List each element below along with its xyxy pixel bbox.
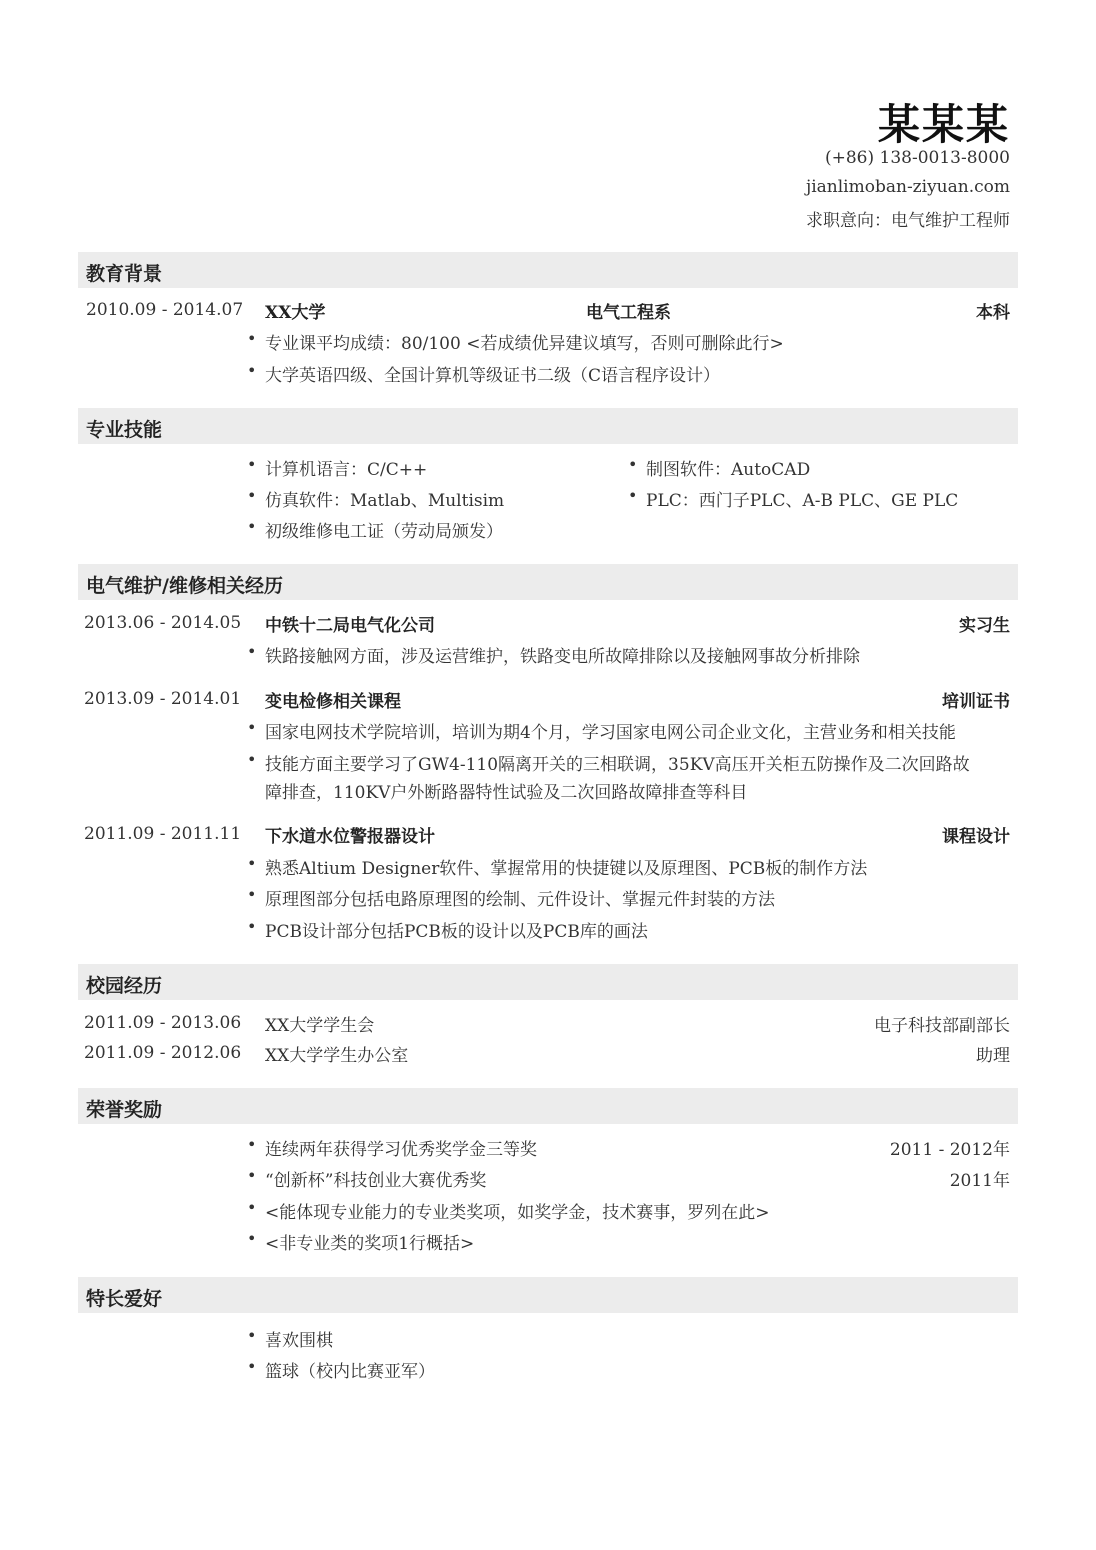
section-experience <box>78 564 1018 600</box>
experience-role: 实习生 <box>959 616 1010 636</box>
experience-org: 下水道水位警报器设计 <box>265 827 435 847</box>
section-title: 电气维护/维修相关经历 <box>86 575 283 597</box>
experience-period: 2013.09 - 2014.01 <box>84 689 242 709</box>
section-title: 校园经历 <box>86 975 163 997</box>
list-item: • 制图软件：AutoCAD <box>628 455 810 480</box>
website[interactable]: jianlimoban-ziyuan.com <box>805 177 1010 197</box>
list-item: • 连续两年获得学习优秀奖学金三等奖 <box>247 1135 537 1160</box>
education-school: XX大学 <box>265 303 326 323</box>
list-item: • PCB设计部分包括PCB板的设计以及PCB库的画法 <box>247 917 648 942</box>
award-date: 2011 - 2012年 <box>889 1140 1010 1160</box>
list-item: • 熟悉Altium Designer软件、掌握常用的快捷键以及原理图、PCB板的制作方法 <box>247 854 867 879</box>
list-item: • 专业课平均成绩：80/100 <若成绩优异建议填写，否则可删除此行> <box>247 329 784 354</box>
list-item: • 原理图部分包括电路原理图的绘制、元件设计、掌握元件封装的方法 <box>247 885 775 910</box>
list-item: • PLC：西门子PLC、A-B PLC、GE PLC <box>628 486 958 511</box>
section-title: 特长爱好 <box>86 1288 163 1310</box>
list-item-continuation: 障排查，110KV户外断路器特性试验及二次回路故障排查等科目 <box>265 783 748 803</box>
list-item: • 大学英语四级、全国计算机等级证书二级（C语言程序设计） <box>247 361 720 386</box>
experience-org: 变电检修相关课程 <box>265 692 401 712</box>
list-item: • <能体现专业能力的专业类奖项，如奖学金，技术赛事，罗列在此> <box>247 1198 770 1223</box>
section-title: 专业技能 <box>86 419 163 441</box>
section-hobbies <box>78 1277 1018 1313</box>
campus-org: XX大学学生办公室 <box>265 1046 409 1066</box>
experience-org: 中铁十二局电气化公司 <box>265 616 435 636</box>
experience-period: 2013.06 - 2014.05 <box>84 613 242 633</box>
education-degree: 本科 <box>976 303 1010 323</box>
section-title: 荣誉奖励 <box>86 1099 163 1121</box>
job-objective: 求职意向：电气维护工程师 <box>806 211 1010 231</box>
experience-period: 2011.09 - 2011.11 <box>84 824 242 844</box>
education-period: 2010.09 - 2014.07 <box>86 300 244 320</box>
list-item: • 国家电网技术学院培训，培训为期4个月，学习国家电网公司企业文化，主营业务和相关技能 <box>247 718 956 743</box>
section-education <box>78 252 1018 288</box>
list-item: • 铁路接触网方面，涉及运营维护，铁路变电所故障排除以及接触网事故分析排除 <box>247 642 860 667</box>
list-item: • 喜欢围棋 <box>247 1326 333 1351</box>
list-item: • 初级维修电工证（劳动局颁发） <box>247 517 503 542</box>
resume-name: 某某某 <box>877 100 1010 149</box>
phone-number: (+86) 138-0013-8000 <box>824 148 1010 168</box>
section-awards <box>78 1088 1018 1124</box>
campus-period: 2011.09 - 2013.06 <box>84 1013 242 1033</box>
list-item: • 计算机语言：C/C++ <box>247 455 427 480</box>
education-major: 电气工程系 <box>586 303 671 323</box>
list-item: • “创新杯”科技创业大赛优秀奖 <box>247 1166 486 1191</box>
experience-role: 课程设计 <box>942 827 1010 847</box>
list-item: • <非专业类的奖项1行概括> <box>247 1229 474 1254</box>
experience-role: 培训证书 <box>942 692 1010 712</box>
campus-role: 助理 <box>976 1046 1010 1066</box>
award-date: 2011年 <box>949 1171 1010 1191</box>
campus-org: XX大学学生会 <box>265 1016 375 1036</box>
list-item: • 仿真软件：Matlab、Multisim <box>247 486 504 511</box>
campus-role: 电子科技部副部长 <box>874 1016 1010 1036</box>
campus-period: 2011.09 - 2012.06 <box>84 1043 242 1063</box>
section-title: 教育背景 <box>86 263 163 285</box>
section-skills <box>78 408 1018 444</box>
list-item: • 技能方面主要学习了GW4-110隔离开关的三相联调，35KV高压开关柜五防操作及二次回路故 <box>247 750 970 775</box>
list-item: • 篮球（校内比赛亚军） <box>247 1357 435 1382</box>
section-campus <box>78 964 1018 1000</box>
